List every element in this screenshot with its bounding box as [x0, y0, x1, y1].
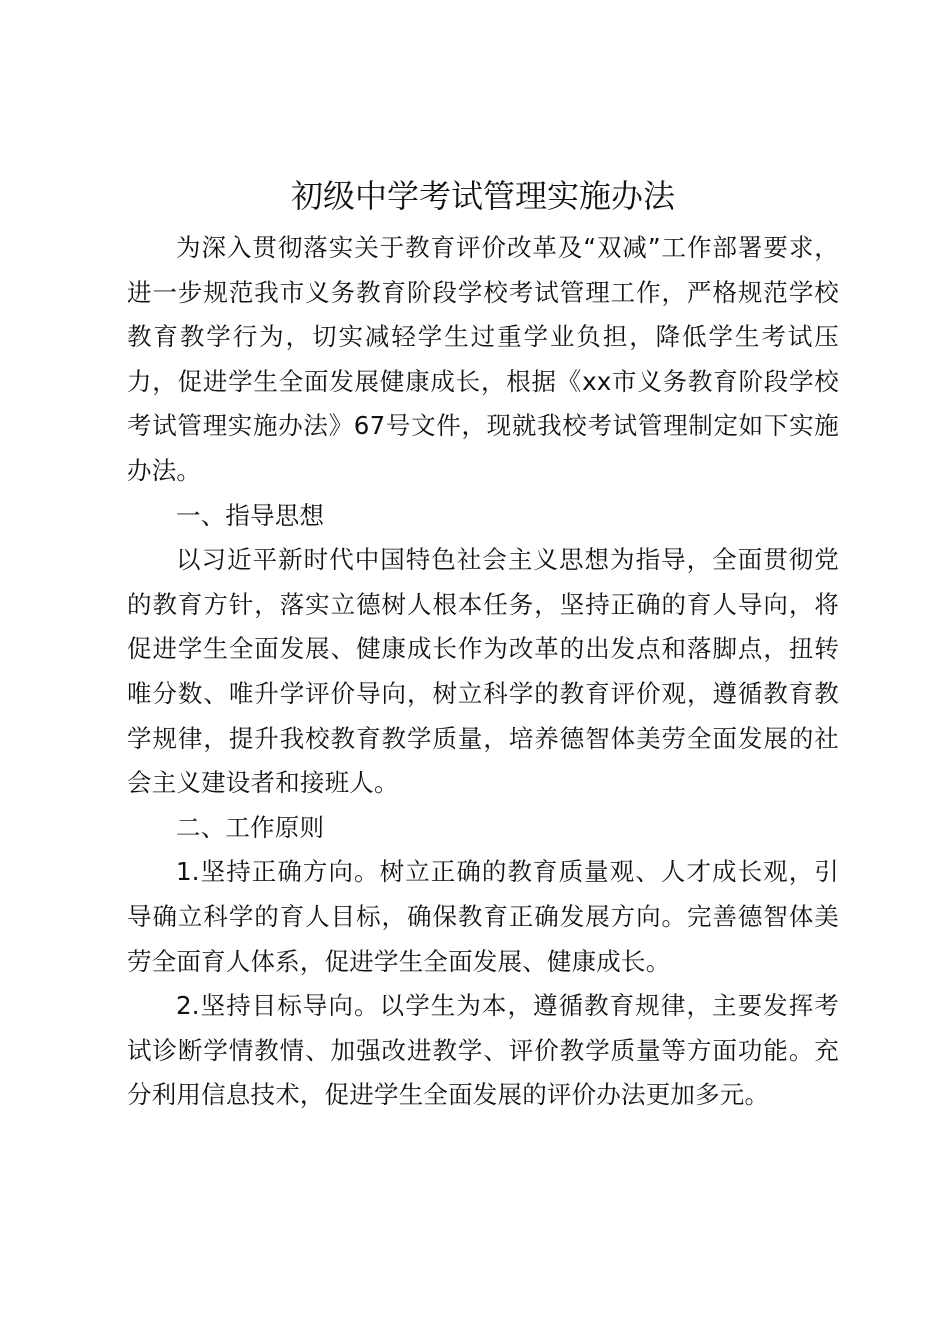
guiding-ideology-paragraph: 以习近平新时代中国特色社会主义思想为指导，全面贯彻党的教育方针，落实立德树人根本任务，坚持正确的育人导向，将促进学生全面发展、健康成长作为改革的出发点和落脚点，扭转唯分数、唯升学评价导向，树立科学的教育评价观，遵循教育教学规律，提升我校教育教学质量，培养德智体美劳全面发展的社会主义建设者和接班人。	[127, 545, 839, 798]
intro-paragraph: 为深入贯彻落实关于教育评价改革及“双减”工作部署要求，进一步规范我市义务教育阶段学校考试管理工作，严格规范学校教育教学行为，切实减轻学生过重学业负担，降低学生考试压力，促进学生全面发展健康成长，根据《xx市义务教育阶段学校考试管理实施办法》67号文件，现就我校考试管理制定如下实施办法。	[127, 233, 839, 485]
document-title: 初级中学考试管理实施办法	[290, 177, 675, 215]
principle-item-1: 1.坚持正确方向。树立正确的教育质量观、人才成长观，引导确立科学的育人目标，确保教育正确发展方向。完善德智体美劳全面育人体系，促进学生全面发展、健康成长。	[127, 857, 839, 976]
document-page	[127, 170, 839, 1118]
section-heading-guiding-ideology: 一、指导思想	[176, 500, 325, 530]
section-heading-work-principles: 二、工作原则	[176, 812, 325, 842]
principle-item-2: 2.坚持目标导向。以学生为本，遵循教育规律，主要发挥考试诊断学情教情、加强改进教学、评价教学质量等方面功能。充分利用信息技术，促进学生全面发展的评价办法更加多元。	[127, 991, 839, 1110]
